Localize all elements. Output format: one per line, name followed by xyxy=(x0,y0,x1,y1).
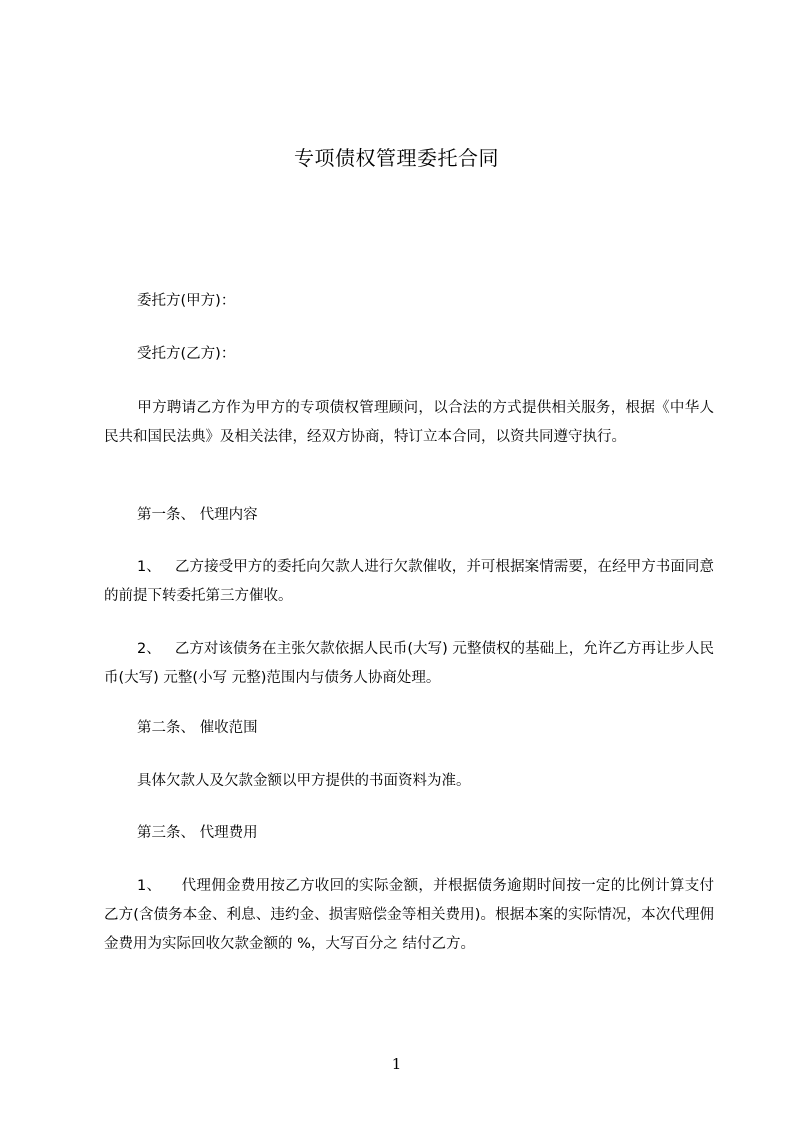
document-title: 专项债权管理委托合同 xyxy=(294,146,499,170)
article-2-text: 具体欠款人及欠款金额以甲方提供的书面资料为准。 xyxy=(137,773,471,789)
preamble-text: 甲方聘请乙方作为甲方的专项债权管理顾问，以合法的方式提供相关服务，根据《中华人民共和国民法典》及相关法律，经双方协商，特订立本合同，以资共同遵守执行。 xyxy=(104,400,714,445)
preamble-paragraph xyxy=(104,394,714,452)
item-text: 乙方对该债务在主张欠款依据人民币(大写) 元整债权的基础上，允许乙方再让步人民币(大写) 元整(小写 元整)范围内与债务人协商处理。 xyxy=(104,641,714,686)
item-text: 代理佣金费用按乙方收回的实际金额，并根据债务逾期时间按一定的比例计算支付乙方(含债务本金、利息、违约金、损害赔偿金等相关费用)。根据本案的实际情况，本次代理佣金费用为实际回收欠款金额的 %，大写百分之 结付乙方。 xyxy=(104,878,714,952)
article-1-heading: 第一条、 代理内容 xyxy=(137,507,258,523)
article-1-item-2 xyxy=(104,635,714,693)
item-text: 乙方接受甲方的委托向欠款人进行欠款催收，并可根据案情需要，在经甲方书面同意的前提下转委托第三方催收。 xyxy=(104,559,714,604)
party-b-label: 受托方(乙方)： xyxy=(137,346,236,362)
item-number: 2、 xyxy=(137,641,161,657)
article-3-item-1 xyxy=(104,872,714,959)
party-a-label: 委托方(甲方)： xyxy=(137,293,236,309)
page-number: 1 xyxy=(391,1055,402,1073)
item-number: 1、 xyxy=(137,559,161,575)
item-number: 1、 xyxy=(137,878,162,894)
article-1-item-1 xyxy=(104,553,714,611)
article-3-heading: 第三条、 代理费用 xyxy=(137,825,258,841)
article-2-heading: 第二条、 催收范围 xyxy=(137,720,258,736)
